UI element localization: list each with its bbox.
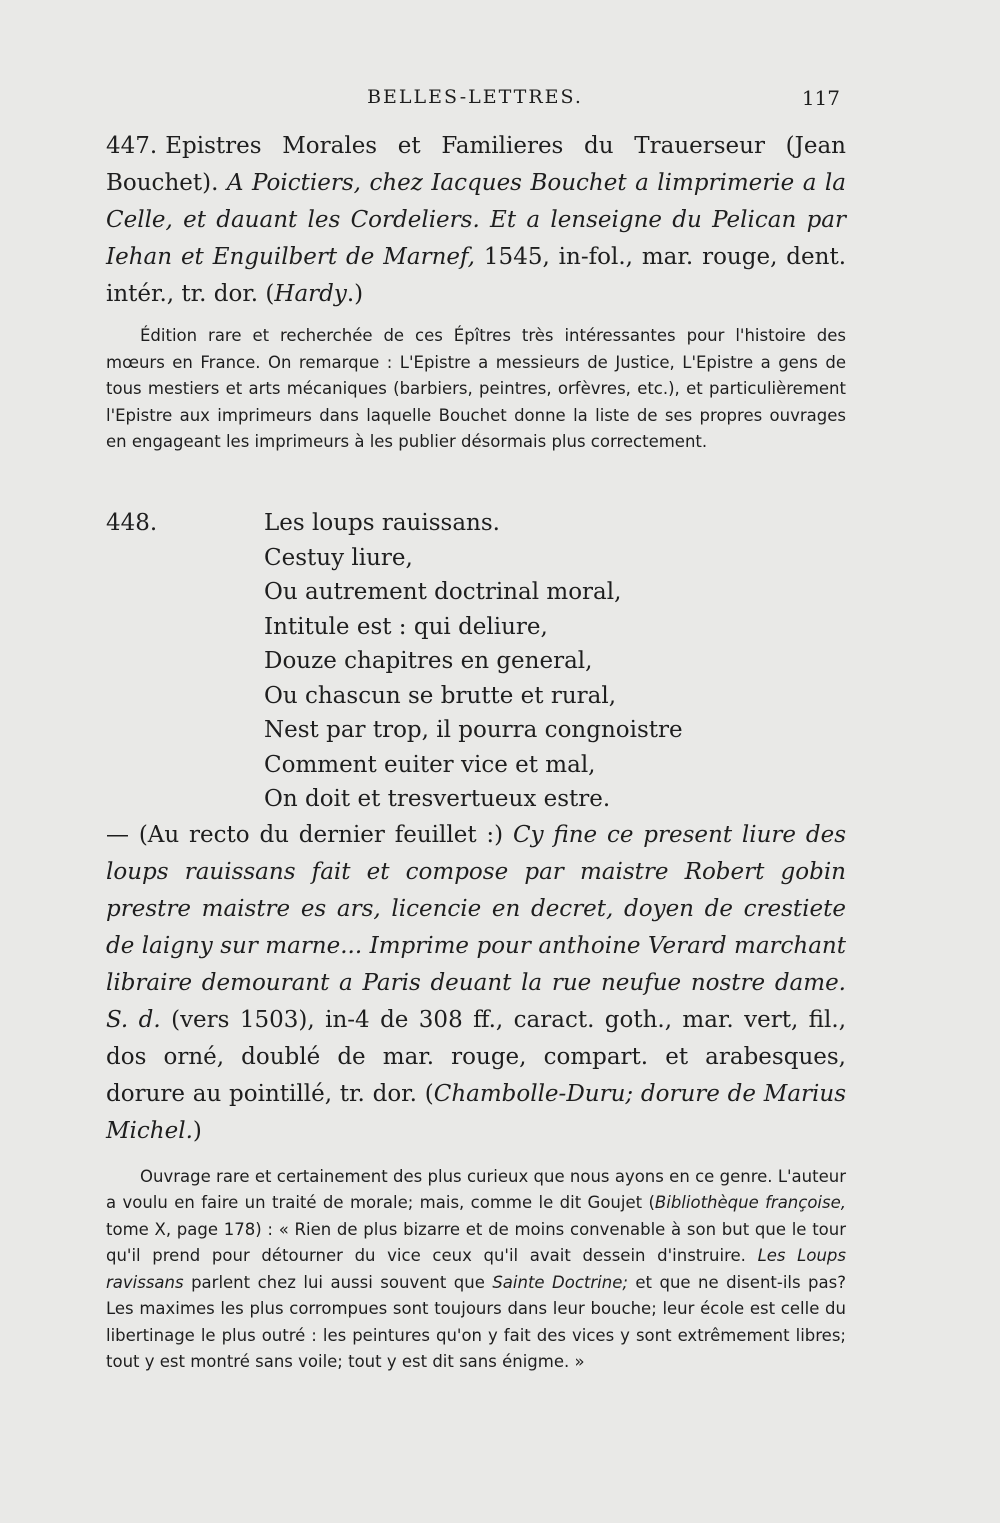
page-header	[110, 86, 840, 116]
note-text: parlent chez lui aussi souvent que	[183, 1272, 493, 1292]
colophon-intro: — (Au recto du dernier feuillet :)	[106, 821, 504, 848]
verse-lines	[264, 506, 846, 817]
note-paragraph	[106, 1164, 846, 1376]
entry-close: .)	[346, 281, 364, 307]
entry-448-note	[106, 1164, 846, 1376]
entry-448	[106, 506, 846, 1376]
note-title-italic: Sainte Doctrine;	[492, 1272, 628, 1292]
entry-447-note	[106, 323, 846, 456]
entry-details: 1545, in-fol., mar. rouge, dent. intér., tr. dor. (	[106, 244, 847, 307]
verse-line: Les loups rauissans.	[264, 510, 500, 536]
verse-line: Ou autrement doctrinal moral,	[264, 579, 622, 605]
entry-binder: Chambolle-Duru; dorure de Marius Michel.	[106, 1080, 847, 1144]
note-title-italic: Les Loups ravissans	[106, 1246, 846, 1292]
entry-448-colophon	[106, 817, 846, 1150]
entry-binder: Hardy	[274, 281, 347, 307]
running-head: BELLES-LETTRES.	[367, 86, 583, 108]
entry-imprint: A Poictiers, chez Iacques Bouchet a limprimerie a la Celle, et dauant les Cordeliers. Et a lenseigne du Pelican par Iehan et Enguilbert de Marnef,	[106, 170, 847, 270]
note-text: et que ne disent-ils pas? Les maximes les plus corrompues sont toujours dans leur bouche; leur école est celle du libertinage le plus outré : les peintures qu'on y fait des vices y sont extrêmement libres; tout y est montré sans voile; tout y est dit sans énigme. »	[106, 1272, 846, 1371]
page-number: 117	[801, 86, 840, 110]
colophon-text: Cy fine ce present liure des loups rauissans fait et compose par maistre Robert gobin prestre maistre es ars, licencie en decret, doyen de crestiete de laigny sur marne... Imprime pour anthoine Verard marchant libraire demourant a Paris deuant la rue neufue nostre dame. S. d.	[106, 821, 846, 1033]
entry-448-verse	[106, 506, 846, 817]
entry-details: (vers 1503), in-4 de 308 ff., caract. goth., mar. vert, fil., dos orné, doublé de mar. rouge, compart. et arabesques, dorure au pointillé, tr. dor. (	[106, 1006, 847, 1107]
entry-number: 447.	[106, 133, 158, 159]
verse-line: Comment euiter vice et mal,	[264, 751, 596, 778]
verse-line: Ou chascun se brutte et rural,	[264, 682, 617, 709]
verse-line: Cestuy liure,	[264, 544, 413, 571]
verse-line: Douze chapitres en general,	[264, 648, 593, 674]
verse-line: On doit et tresvertueux estre.	[264, 786, 611, 812]
note-paragraph: Édition rare et recherchée de ces Épîtres très intéressantes pour l'histoire des mœurs en France. On remarque : L'Epistre a messieurs de Justice, L'Epistre a gens de tous mestiers et arts mécaniques (barbiers, peintres, orfèvres, etc.), et particulièrement l'Epistre aux imprimeurs dans laquelle Bouchet donne la liste de ses propres ouvrages en engageant les imprimeurs à les publier désormais plus correctement.	[106, 326, 846, 451]
note-text: tome X, page 178) : « Rien de plus bizarre et de moins convenable à son but que le tour qu'il prend pour détourner du vice ceux qu'il avait dessein d'instruire.	[106, 1219, 846, 1265]
entry-close: )	[192, 1117, 202, 1144]
verse-line: Nest par trop, il pourra congnoistre	[264, 717, 683, 743]
entry-number: 448.	[106, 510, 158, 536]
note-title-italic: Bibliothèque françoise,	[654, 1193, 847, 1212]
entry-447-citation	[106, 128, 846, 313]
verse-line: Intitule est : qui deliure,	[264, 613, 548, 640]
entry-447	[106, 128, 846, 456]
note-text: Ouvrage rare et certainement des plus curieux que nous ayons en ce genre. L'auteur a voulu en faire un traité de morale; mais, comme le dit Goujet (	[106, 1166, 846, 1212]
entry-title: Epistres Morales et Familieres du Trauerseur (Jean Bouchet).	[106, 133, 846, 196]
